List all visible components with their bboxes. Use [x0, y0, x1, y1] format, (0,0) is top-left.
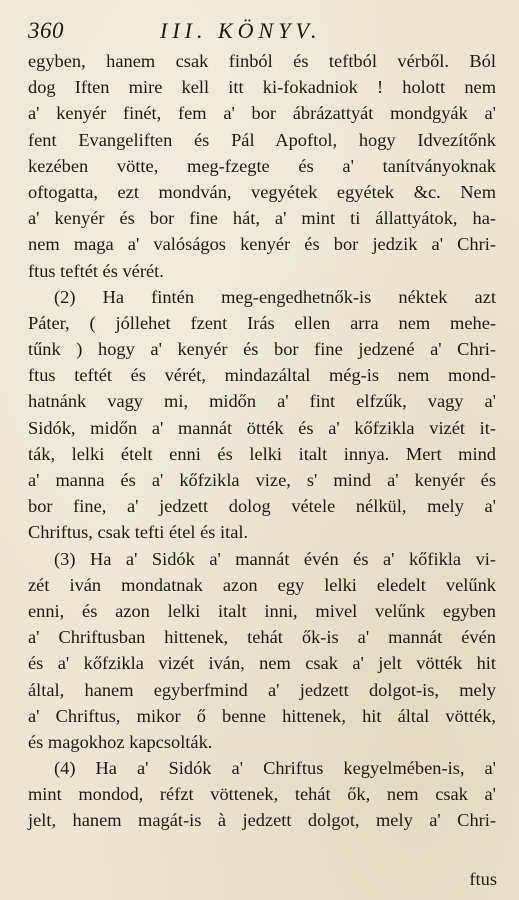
text-line: mint mondod, réfzt vöttenek, tehát ők, nem csak a': [28, 784, 496, 805]
text-line: zét iván mondatnak azon egy lelki eledelt velűnk: [28, 574, 496, 595]
text-line: bor fine, a' jedzett dolog vétele nélkül, mely a': [28, 496, 496, 517]
text-line: jelt, hanem magát-is à jedzett dolgot, mely a' Chri-: [28, 810, 496, 831]
text-line: nem maga a' valóságos kenyér és bor jedzik a' Chri-: [28, 234, 496, 255]
text-line: a' kenyér és bor fine hát, a' mint ti állattyátok, ha-: [28, 208, 496, 229]
text-line: által, hanem egyberfmind a' jedzett dolgot-is, mely: [28, 679, 496, 700]
paragraph-start-line: (4) Ha a' Sidók a' Chriftus kegyelmében-is, a': [54, 758, 496, 779]
text-line: fent Evangeliften és Pál Apoftol, hogy Idvezítőnk: [28, 129, 496, 150]
text-line: egyben, hanem csak finból és teftból vérből. Ból: [28, 51, 496, 71]
text-line: oftogatta, ezt mondván, vegyétek egyétek &c. Nem: [28, 181, 496, 202]
text-line: ftus teftét és vérét, mindazáltal még-is nem mond-: [28, 365, 496, 386]
paragraph-start-line: (3) Ha a' Sidók a' mannát évén és a' kőfikla vi-: [54, 548, 496, 569]
text-line: enni, és azon lelki italt inni, mivel velűnk egyben: [28, 600, 496, 621]
body-text: [28, 48, 496, 834]
text-line: kezében vötte, meg-fzegte és a' tanítványoknak: [28, 155, 496, 176]
text-line: tűnk ) hogy a' kenyér és bor fine jedzené a' Chri-: [28, 339, 496, 360]
text-line: hatnánk vagy mi, midőn a' fint elfzűk, vagy a': [28, 391, 496, 412]
text-line: és a' kőfzikla vizét iván, nem csak a' jelt vötték hit: [28, 653, 496, 674]
text-line: Páter, ( jóllehet fzent Irás ellen arra nem mehe-: [28, 312, 496, 333]
text-line: Sidók, midőn a' mannát ötték és a' kőfzikla vizét it-: [28, 417, 496, 438]
text-line: a' Chriftusban hittenek, tehát ők-is a' mannát évén: [28, 627, 496, 648]
text-line: a' manna és a' kőfzikla vize, s' mind a' kenyér és: [28, 470, 496, 490]
text-line: a' kenyér finét, fem a' bor ábrázattyát mondgyák a': [28, 103, 496, 124]
paragraph-end-line: ftus teftét és vérét.: [28, 260, 164, 281]
page-header: [28, 18, 498, 48]
catchword: ftus: [469, 869, 497, 889]
text-line: a' Chriftus, mikor ő benne hittenek, hit által vötték,: [28, 705, 496, 726]
paragraph-end-line: és magokhoz kapcsolták.: [28, 731, 213, 752]
text-line: dog Iften mire kell itt ki-fokadniok ! holott nem: [28, 77, 496, 98]
page-number: 360: [28, 18, 64, 43]
paragraph-end-line: Chriftus, csak tefti étel és ital.: [28, 522, 249, 543]
text-line: ták, lelki ételt enni és lelki italt innya. Mert mind: [28, 443, 496, 464]
running-head: III. KÖNYV.: [160, 18, 322, 43]
paragraph-start-line: (2) Ha fintén meg-engedhetnők-is néktek azt: [54, 286, 496, 307]
